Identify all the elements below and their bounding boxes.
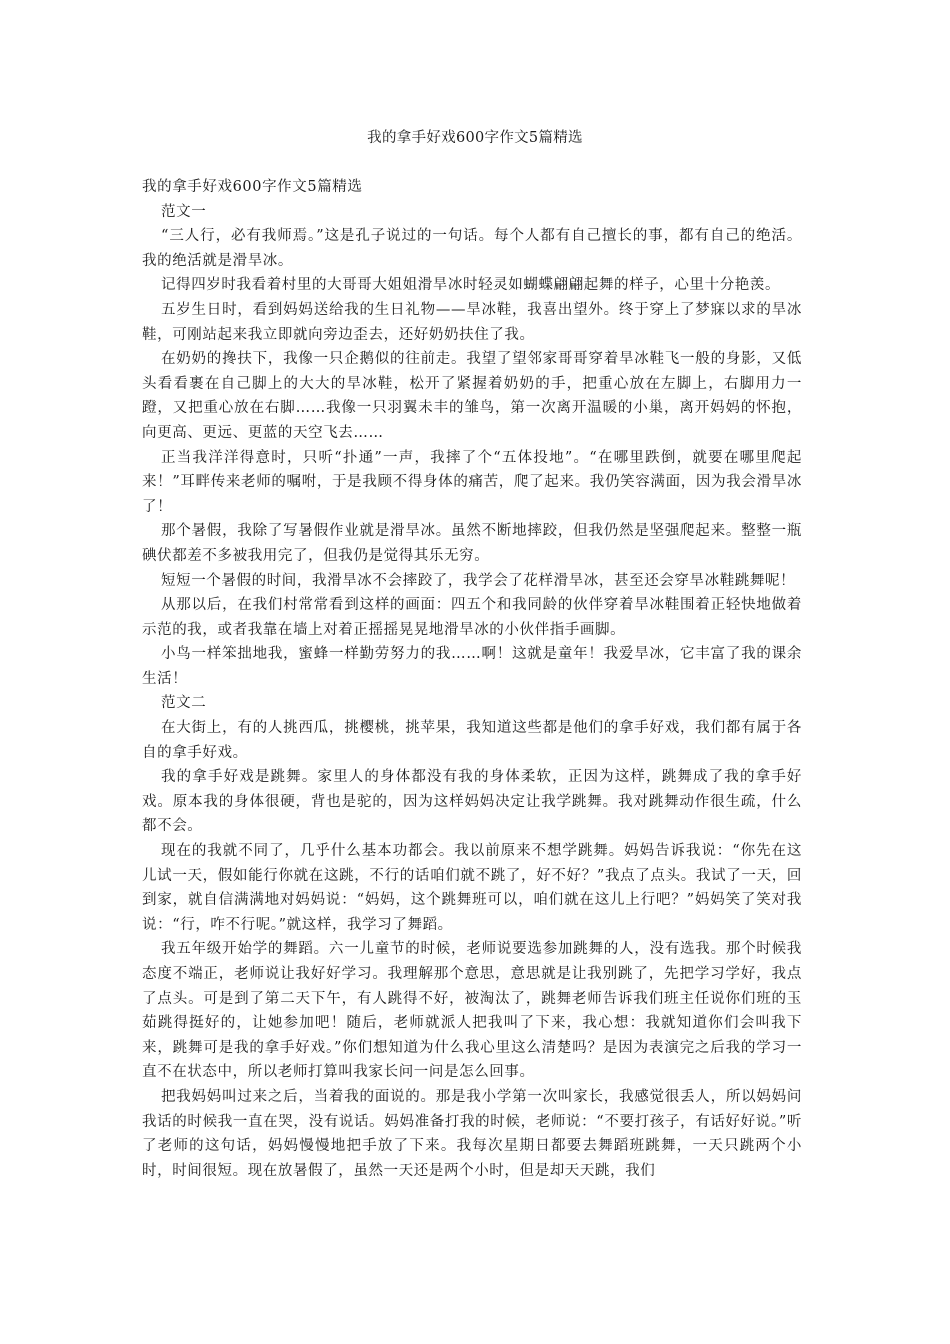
section-heading-1: 范文一 [161,203,207,220]
paragraph: 把我妈妈叫过来之后，当着我的面说的。那是我小学第一次叫家长，我感觉很丢人，所以妈妈问我话的时候我一直在哭，没有说话。妈妈准备打我的时候，老师说：“不要打孩子，有话好好说。”听了老师的这句话，妈妈慢慢地把手放了下来。我每次星期日都要去舞蹈班跳舞，一天只跳两个小时，时间很短。现在放暑假了，虽然一天还是两个小时，但是却天天跳，我们 [142,1088,802,1179]
paragraph: 在大街上，有的人挑西瓜，挑樱桃，挑苹果，我知道这些都是他们的拿手好戏，我们都有属于各自的拿手好戏。 [142,720,802,761]
paragraph: 记得四岁时我看着村里的大哥哥大姐姐滑旱冰时轻灵如蝴蝶翩翩起舞的样子，心里十分艳羡。 [161,277,781,294]
document-body [142,175,802,1183]
paragraph: 在奶奶的搀扶下，我像一只企鹅似的往前走。我望了望邻家哥哥穿着旱冰鞋飞一般的身影，又低头看看裹在自己脚上的大大的旱冰鞋，松开了紧握着奶奶的手，把重心放在左脚上，右脚用力一蹬，又把重心放在右脚……我像一只羽翼未丰的雏鸟，第一次离开温暖的小巢，离开妈妈的怀抱，向更高、更远、更蓝的天空飞去…… [142,351,802,441]
paragraph: 我的拿手好戏是跳舞。家里人的身体都没有我的身体柔软，正因为这样，跳舞成了我的拿手好戏。原本我的身体很硬，背也是驼的，因为这样妈妈决定让我学跳舞。我对跳舞动作很生疏，什么都不会。 [142,769,802,835]
paragraph: 小鸟一样笨拙地我，蜜蜂一样勤劳努力的我……啊！这就是童年！我爱旱冰，它丰富了我的课余生活！ [142,646,802,687]
paragraph: 那个暑假，我除了写暑假作业就是滑旱冰。虽然不断地摔跤，但我仍然是坚强爬起来。整整一瓶碘伏都差不多被我用完了，但我仍是觉得其乐无穷。 [142,523,802,564]
paragraph: 短短一个暑假的时间，我滑旱冰不会摔跤了，我学会了花样滑旱冰，甚至还会穿旱冰鞋跳舞呢！ [161,572,796,589]
paragraph: 现在的我就不同了，几乎什么基本功都会。我以前原来不想学跳舞。妈妈告诉我说：“你先在这儿试一天，假如能行你就在这跳，不行的话咱们就不跳了，好不好？”我点了点头。我试了一天，回到家，就自信满满地对妈妈说：“妈妈，这个跳舞班可以，咱们就在这儿上行吧？”妈妈笑了笑对我说：“行，咋不行呢。”就这样，我学习了舞蹈。 [142,843,802,933]
section-heading-2: 范文二 [161,695,207,712]
paragraph: 五岁生日时，看到妈妈送给我的生日礼物——旱冰鞋，我喜出望外。终于穿上了梦寐以求的旱冰鞋，可刚站起来我立即就向旁边歪去，还好奶奶扶住了我。 [142,301,802,343]
document-subtitle: 我的拿手好戏600字作文5篇精选 [142,179,363,195]
paragraph: “三人行，必有我师焉。”这是孔子说过的一句话。每个人都有自己擅长的事，都有自己的绝活。我的绝活就是滑旱冰。 [142,228,802,269]
document-title: 我的拿手好戏600字作文5篇精选 [367,130,583,146]
paragraph: 从那以后，在我们村常常看到这样的画面：四五个和我同龄的伙伴穿着旱冰鞋围着正轻快地做着示范的我，或者我靠在墙上对着正摇摇晃晃地滑旱冰的小伙伴指手画脚。 [142,597,802,638]
paragraph: 正当我洋洋得意时，只听“扑通”一声，我摔了个“五体投地”。“在哪里跌倒，就要在哪里爬起来！”耳畔传来老师的嘱咐，于是我顾不得身体的痛苦，爬了起来。我仍笑容满面，因为我会滑旱冰了！ [142,449,802,515]
paragraph: 我五年级开始学的舞蹈。六一儿童节的时候，老师说要选参加跳舞的人，没有选我。那个时候我态度不端正，老师说让我好好学习。我理解那个意思，意思就是让我别跳了，先把学习学好，我点了点头。可是到了第二天下午，有人跳得不好，被淘汰了，跳舞老师告诉我们班主任说你们班的玉茹跳得挺好的，让她参加吧！随后，老师就派人把我叫了下来，我心想：我就知道你们会叫我下来，跳舞可是我的拿手好戏。”你们想知道为什么我心里这么清楚吗？是因为表演完之后我的学习一直不在状态中，所以老师打算叫我家长问一问是怎么回事。 [142,941,802,1081]
